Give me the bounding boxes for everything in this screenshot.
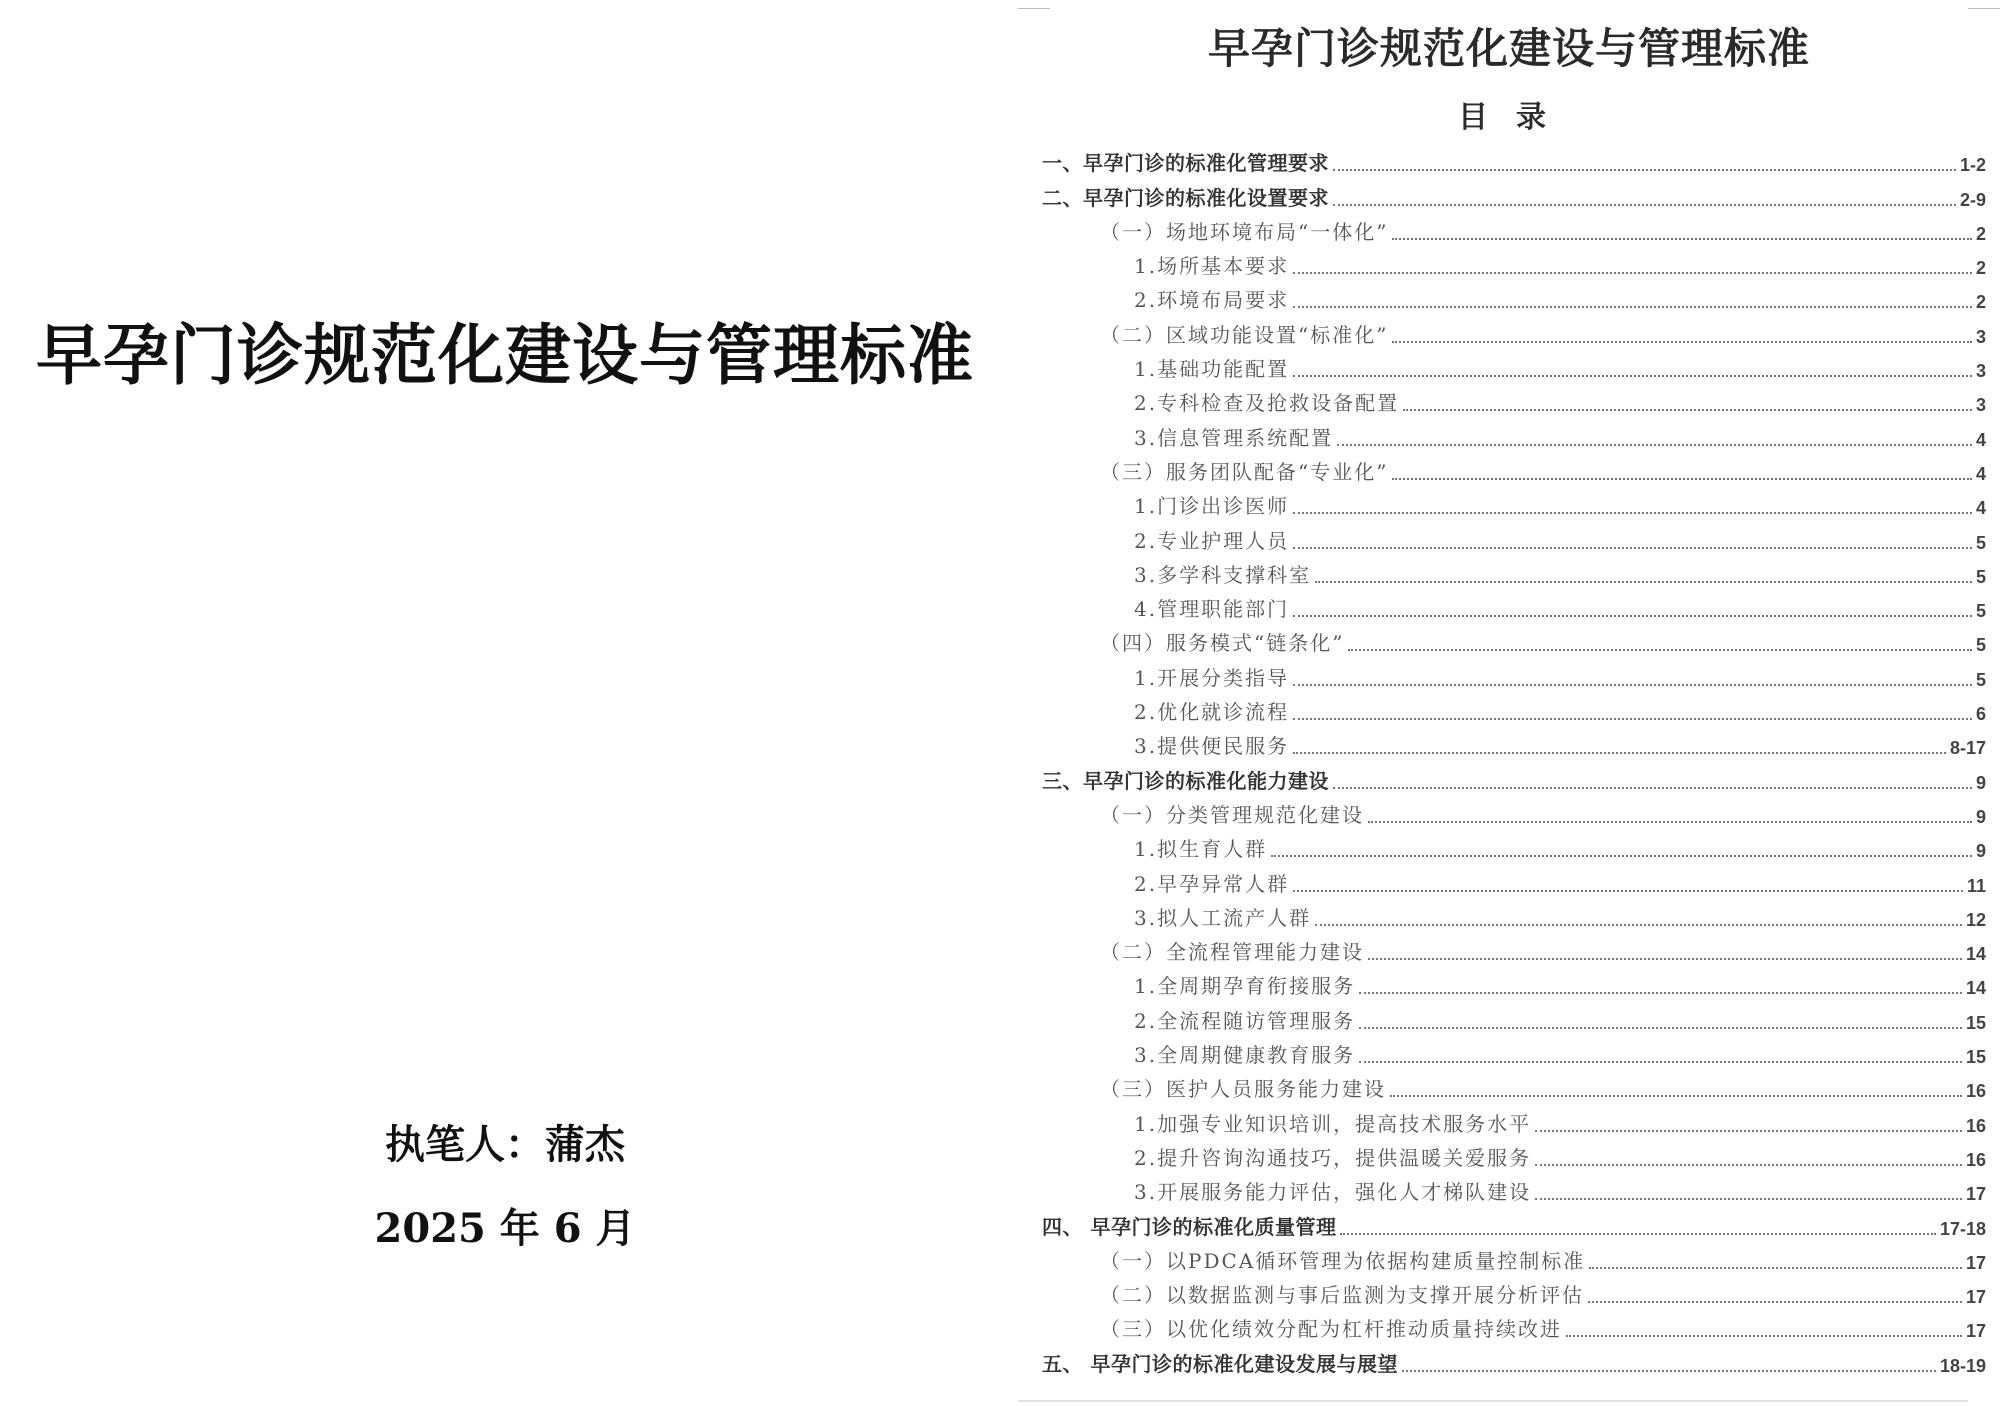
toc-page-number: 3 <box>1975 395 1986 416</box>
toc-entry[interactable] <box>1042 182 1986 216</box>
toc-page-number: 12 <box>1965 909 1986 930</box>
toc-page <box>1018 0 2000 1406</box>
toc-dot-leader <box>1348 649 1972 651</box>
toc-page-number: 18-19 <box>1939 1355 1986 1376</box>
toc-page-number: 6 <box>1975 704 1986 725</box>
cover-author: 执笔人：蒲杰 <box>385 1121 625 1168</box>
toc-dot-leader <box>1535 1198 1962 1200</box>
toc-page-number: 4 <box>1975 429 1986 450</box>
toc-entry-text: 1.门诊出诊医师 <box>1134 494 1290 519</box>
toc-entry[interactable] <box>1042 628 1986 662</box>
toc-page-number: 2-9 <box>1959 189 1986 210</box>
toc-entry-text: 2.早孕异常人群 <box>1134 871 1290 896</box>
toc-entry-text: 1.拟生育人群 <box>1134 837 1268 862</box>
toc-page-title: 早孕门诊规范化建设与管理标准 <box>1207 24 1810 73</box>
toc-dot-leader <box>1359 992 1962 994</box>
page-corner-mark <box>1968 8 2000 9</box>
toc-page-number: 3 <box>1975 361 1986 382</box>
toc-entry[interactable] <box>1042 1211 1986 1245</box>
toc-entry-text: 4.管理职能部门 <box>1134 597 1290 622</box>
toc-entry[interactable] <box>1042 697 1986 731</box>
toc-page-number: 8-17 <box>1949 738 1986 759</box>
toc-page-number: 9 <box>1975 806 1986 827</box>
toc-dot-leader <box>1535 1130 1962 1132</box>
toc-page-number: 16 <box>1965 1115 1986 1136</box>
toc-entry[interactable] <box>1042 1280 1986 1314</box>
toc-entry[interactable] <box>1042 319 1986 353</box>
toc-entry-text: 2.优化就诊流程 <box>1134 700 1290 725</box>
toc-entry[interactable] <box>1042 594 1986 628</box>
toc-page-number: 16 <box>1965 1081 1986 1102</box>
toc-page-number: 2 <box>1975 292 1986 313</box>
toc-page-number: 2 <box>1975 258 1986 279</box>
toc-dot-leader <box>1315 581 1972 583</box>
toc-dot-leader <box>1293 752 1946 754</box>
toc-page-number: 5 <box>1975 635 1986 656</box>
toc-entry-text: 一、早孕门诊的标准化管理要求 <box>1042 151 1329 176</box>
toc-entry-text: （一）以PDCA循环管理为依据构建质量控制标准 <box>1100 1248 1586 1273</box>
toc-entry[interactable] <box>1042 354 1986 388</box>
toc-dot-leader <box>1293 718 1972 720</box>
toc-entry[interactable] <box>1042 971 1986 1005</box>
toc-dot-leader <box>1293 272 1972 274</box>
toc-entry[interactable] <box>1042 422 1986 456</box>
toc-page-number: 4 <box>1975 463 1986 484</box>
toc-entry-text: 2.专业护理人员 <box>1134 528 1290 553</box>
toc-entry-text: 2.专科检查及抢救设备配置 <box>1134 391 1400 416</box>
toc-entry[interactable] <box>1042 1143 1986 1177</box>
toc-entry-text: 1.场所基本要求 <box>1134 254 1290 279</box>
toc-entry[interactable] <box>1042 903 1986 937</box>
toc-page-number: 17 <box>1965 1287 1986 1308</box>
toc-entry-text: 三、早孕门诊的标准化能力建设 <box>1042 768 1329 793</box>
toc-entry[interactable] <box>1042 937 1986 971</box>
toc-entry-text: 3.开展服务能力评估，强化人才梯队建设 <box>1134 1180 1532 1205</box>
toc-entry-text: （四）服务模式“链条化” <box>1100 631 1345 656</box>
toc-dot-leader <box>1359 1061 1962 1063</box>
toc-entry-text: 1.开展分类指导 <box>1134 665 1290 690</box>
toc-entry-text: 2.全流程随访管理服务 <box>1134 1008 1356 1033</box>
page-bottom-rule <box>1018 1400 1968 1402</box>
toc-dot-leader <box>1337 444 1972 446</box>
toc-entry-text: 1.加强专业知识培训，提高技术服务水平 <box>1134 1111 1532 1136</box>
toc-dot-leader <box>1293 375 1972 377</box>
toc-entry-text: （一）分类管理规范化建设 <box>1100 802 1364 827</box>
toc-entry[interactable] <box>1042 525 1986 559</box>
toc-dot-leader <box>1333 169 1956 171</box>
toc-page-number: 17 <box>1965 1321 1986 1342</box>
toc-entry[interactable] <box>1042 1314 1986 1348</box>
cover-date: 2025 年 6 月 <box>374 1205 636 1252</box>
toc-dot-leader <box>1315 924 1962 926</box>
toc-entry[interactable] <box>1042 285 1986 319</box>
toc-entry[interactable] <box>1042 217 1986 251</box>
toc-dot-leader <box>1293 615 1972 617</box>
toc-dot-leader <box>1368 821 1972 823</box>
toc-entry[interactable] <box>1042 765 1986 799</box>
toc-entry-text: （一）场地环境布局“一体化” <box>1100 219 1389 244</box>
toc-page-number: 2 <box>1975 223 1986 244</box>
toc-dot-leader <box>1392 341 1972 343</box>
toc-entry[interactable] <box>1042 662 1986 696</box>
toc-dot-leader <box>1293 890 1963 892</box>
cover-title: 早孕门诊规范化建设与管理标准 <box>36 316 974 394</box>
toc-page-number: 15 <box>1965 1047 1986 1068</box>
toc-entry[interactable] <box>1042 1177 1986 1211</box>
toc-page-number: 17 <box>1965 1184 1986 1205</box>
toc-entry-text: 四、 早孕门诊的标准化质量管理 <box>1042 1214 1337 1239</box>
toc-page-number: 9 <box>1975 841 1986 862</box>
toc-dot-leader <box>1392 478 1972 480</box>
toc-page-number: 15 <box>1965 1012 1986 1033</box>
toc-entry-text: （二）以数据监测与事后监测为支撑开展分析评估 <box>1100 1283 1584 1308</box>
toc-dot-leader <box>1359 1027 1962 1029</box>
toc-dot-leader <box>1271 855 1972 857</box>
toc-page-number: 5 <box>1975 532 1986 553</box>
toc-entry-text: （三）以优化绩效分配为杠杆推动质量持续改进 <box>1100 1317 1562 1342</box>
toc-entry-text: 3.提供便民服务 <box>1134 734 1290 759</box>
toc-dot-leader <box>1293 547 1972 549</box>
toc-entry-text: 二、早孕门诊的标准化设置要求 <box>1042 185 1329 210</box>
toc-entry[interactable] <box>1042 251 1986 285</box>
toc-entry[interactable] <box>1042 491 1986 525</box>
toc-entry-text: 3.全周期健康教育服务 <box>1134 1043 1356 1068</box>
toc-dot-leader <box>1402 1370 1936 1372</box>
toc-entry-text: （三）医护人员服务能力建设 <box>1100 1077 1386 1102</box>
toc-dot-leader <box>1566 1335 1962 1337</box>
toc-dot-leader <box>1392 238 1972 240</box>
toc-page-number: 4 <box>1975 498 1986 519</box>
toc-entry[interactable] <box>1042 457 1986 491</box>
toc-dot-leader <box>1403 409 1972 411</box>
toc-dot-leader <box>1390 1095 1962 1097</box>
toc-entry[interactable] <box>1042 1040 1986 1074</box>
toc-page-number: 14 <box>1965 944 1986 965</box>
toc-entry[interactable] <box>1042 731 1986 765</box>
toc-page-number: 11 <box>1966 875 1986 896</box>
toc-entry[interactable] <box>1042 388 1986 422</box>
toc-entry[interactable] <box>1042 1348 1986 1382</box>
toc-entry-text: 3.信息管理系统配置 <box>1134 425 1334 450</box>
toc-page-number: 17 <box>1965 1252 1986 1273</box>
toc-page-number: 5 <box>1975 601 1986 622</box>
toc-entry[interactable] <box>1042 1005 1986 1039</box>
toc-dot-leader <box>1368 958 1962 960</box>
toc-entry[interactable] <box>1042 1108 1986 1142</box>
toc-page-number: 5 <box>1975 669 1986 690</box>
toc-dot-leader <box>1588 1301 1962 1303</box>
toc-entry[interactable] <box>1042 1074 1986 1108</box>
toc-dot-leader <box>1333 204 1956 206</box>
toc-page-number: 17-18 <box>1939 1218 1986 1239</box>
toc-entry-text: （三）服务团队配备“专业化” <box>1100 459 1389 484</box>
toc-entry[interactable] <box>1042 148 1986 182</box>
toc-dot-leader <box>1535 1164 1962 1166</box>
toc-page-number: 9 <box>1975 772 1986 793</box>
toc-entry[interactable] <box>1042 560 1986 594</box>
toc-entry-text: 五、 早孕门诊的标准化建设发展与展望 <box>1042 1351 1398 1376</box>
toc-entry[interactable] <box>1042 1246 1986 1280</box>
toc-heading: 目录 <box>1458 100 1574 135</box>
toc-dot-leader <box>1293 684 1972 686</box>
toc-dot-leader <box>1333 787 1972 789</box>
toc-page-number: 3 <box>1975 326 1986 347</box>
toc-entry[interactable] <box>1042 834 1986 868</box>
toc-page-number: 5 <box>1975 566 1986 587</box>
toc-list <box>1042 148 1986 1383</box>
toc-dot-leader <box>1293 512 1972 514</box>
toc-entry-text: （二）全流程管理能力建设 <box>1100 940 1364 965</box>
toc-dot-leader <box>1340 1233 1935 1235</box>
toc-entry-text: 3.拟人工流产人群 <box>1134 905 1312 930</box>
toc-entry-text: 1.基础功能配置 <box>1134 357 1290 382</box>
toc-page-number: 16 <box>1965 1149 1986 1170</box>
toc-dot-leader <box>1293 306 1972 308</box>
toc-dot-leader <box>1589 1267 1962 1269</box>
toc-entry-text: 1.全周期孕育衔接服务 <box>1134 974 1356 999</box>
toc-entry[interactable] <box>1042 868 1986 902</box>
toc-page-number: 14 <box>1965 978 1986 999</box>
toc-page-number: 1-2 <box>1959 155 1986 176</box>
toc-entry-text: 2.环境布局要求 <box>1134 288 1290 313</box>
page-corner-mark <box>1018 8 1050 9</box>
toc-entry-text: 3.多学科支撑科室 <box>1134 562 1312 587</box>
toc-entry-text: 2.提升咨询沟通技巧，提供温暖关爱服务 <box>1134 1145 1532 1170</box>
toc-entry[interactable] <box>1042 800 1986 834</box>
toc-entry-text: （二）区域功能设置“标准化” <box>1100 322 1389 347</box>
